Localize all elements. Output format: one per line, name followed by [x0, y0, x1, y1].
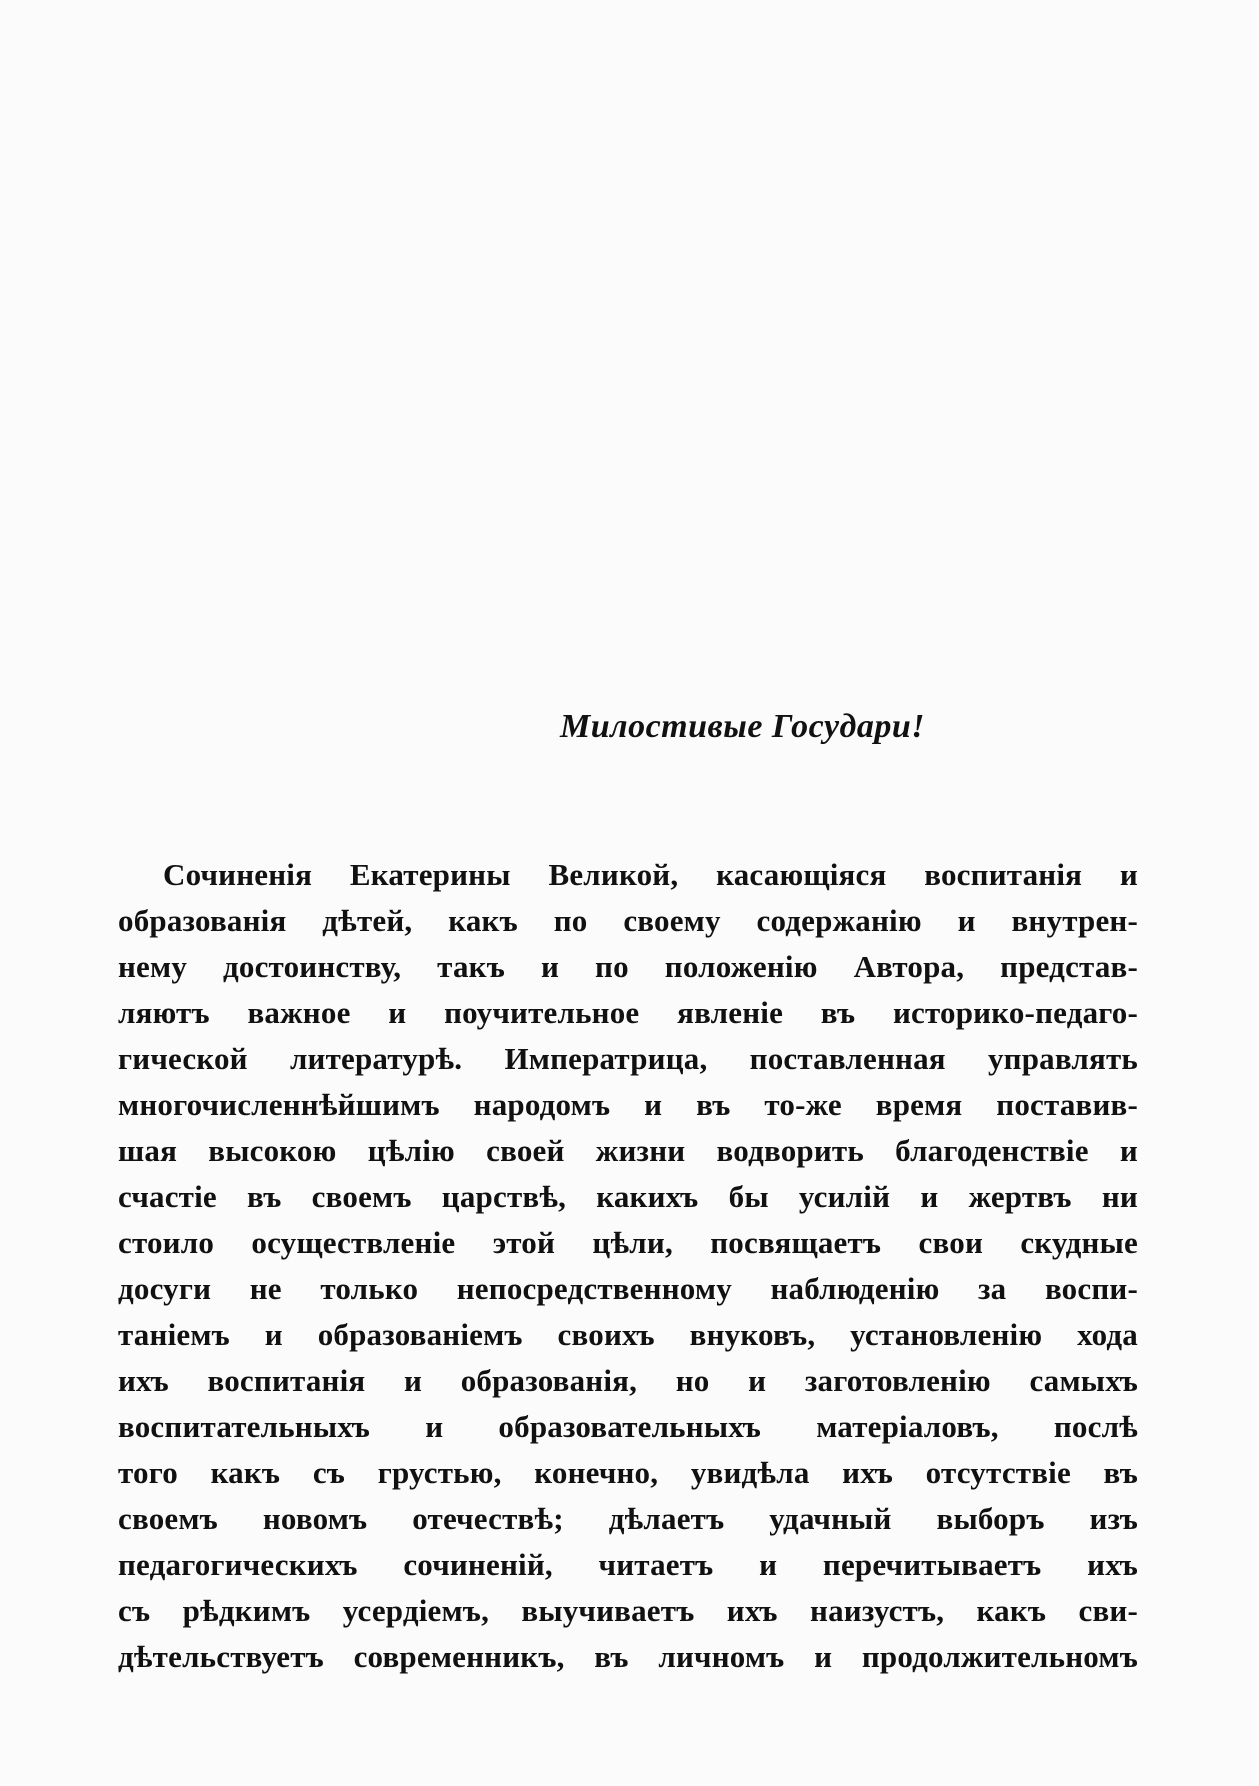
text-line: съ рѣдкимъ усердіемъ, выучиваетъ ихъ наизустъ, какъ сви-	[118, 1593, 1138, 1628]
text-line: дѣтельствуетъ современникъ, въ личномъ и продолжительномъ	[118, 1639, 1138, 1674]
text-line: досуги не только непосредственному наблюденію за воспи-	[118, 1271, 1138, 1306]
text-line: ляютъ важное и поучительное явленіе въ историко-педаго-	[118, 995, 1138, 1030]
text-line: образованія дѣтей, какъ по своему содержанію и внутрен-	[118, 903, 1138, 938]
text-line: счастіе въ своемъ царствѣ, какихъ бы усилій и жертвъ ни	[118, 1179, 1138, 1214]
text-line: воспитательныхъ и образовательныхъ матеріаловъ, послѣ	[118, 1409, 1138, 1444]
text-line: ихъ воспитанія и образованія, но и заготовленію самыхъ	[118, 1363, 1138, 1398]
text-line: Сочиненія Екатерины Великой, касающіяся воспитанія и	[163, 857, 1138, 892]
salutation-heading: Милостивые Государи!	[560, 708, 926, 745]
body-paragraph	[118, 852, 1138, 1680]
text-line: таніемъ и образованіемъ своихъ внуковъ, установленію хода	[118, 1317, 1138, 1352]
text-line: педагогическихъ сочиненій, читаетъ и перечитываетъ ихъ	[118, 1547, 1138, 1582]
text-line: гической литературѣ. Императрица, поставленная управлять	[118, 1041, 1138, 1076]
text-line: стоило осуществленіе этой цѣли, посвящаетъ свои скудные	[118, 1225, 1138, 1260]
text-line: нему достоинству, такъ и по положенію Автора, представ-	[118, 949, 1138, 984]
text-line: своемъ новомъ отечествѣ; дѣлаетъ удачный выборъ изъ	[118, 1501, 1138, 1536]
text-line: того какъ съ грустью, конечно, увидѣла ихъ отсутствіе въ	[118, 1455, 1138, 1490]
text-line: многочисленнѣйшимъ народомъ и въ то-же время поставив-	[118, 1087, 1138, 1122]
text-line: шая высокою цѣлію своей жизни водворить благоденствіе и	[118, 1133, 1138, 1168]
